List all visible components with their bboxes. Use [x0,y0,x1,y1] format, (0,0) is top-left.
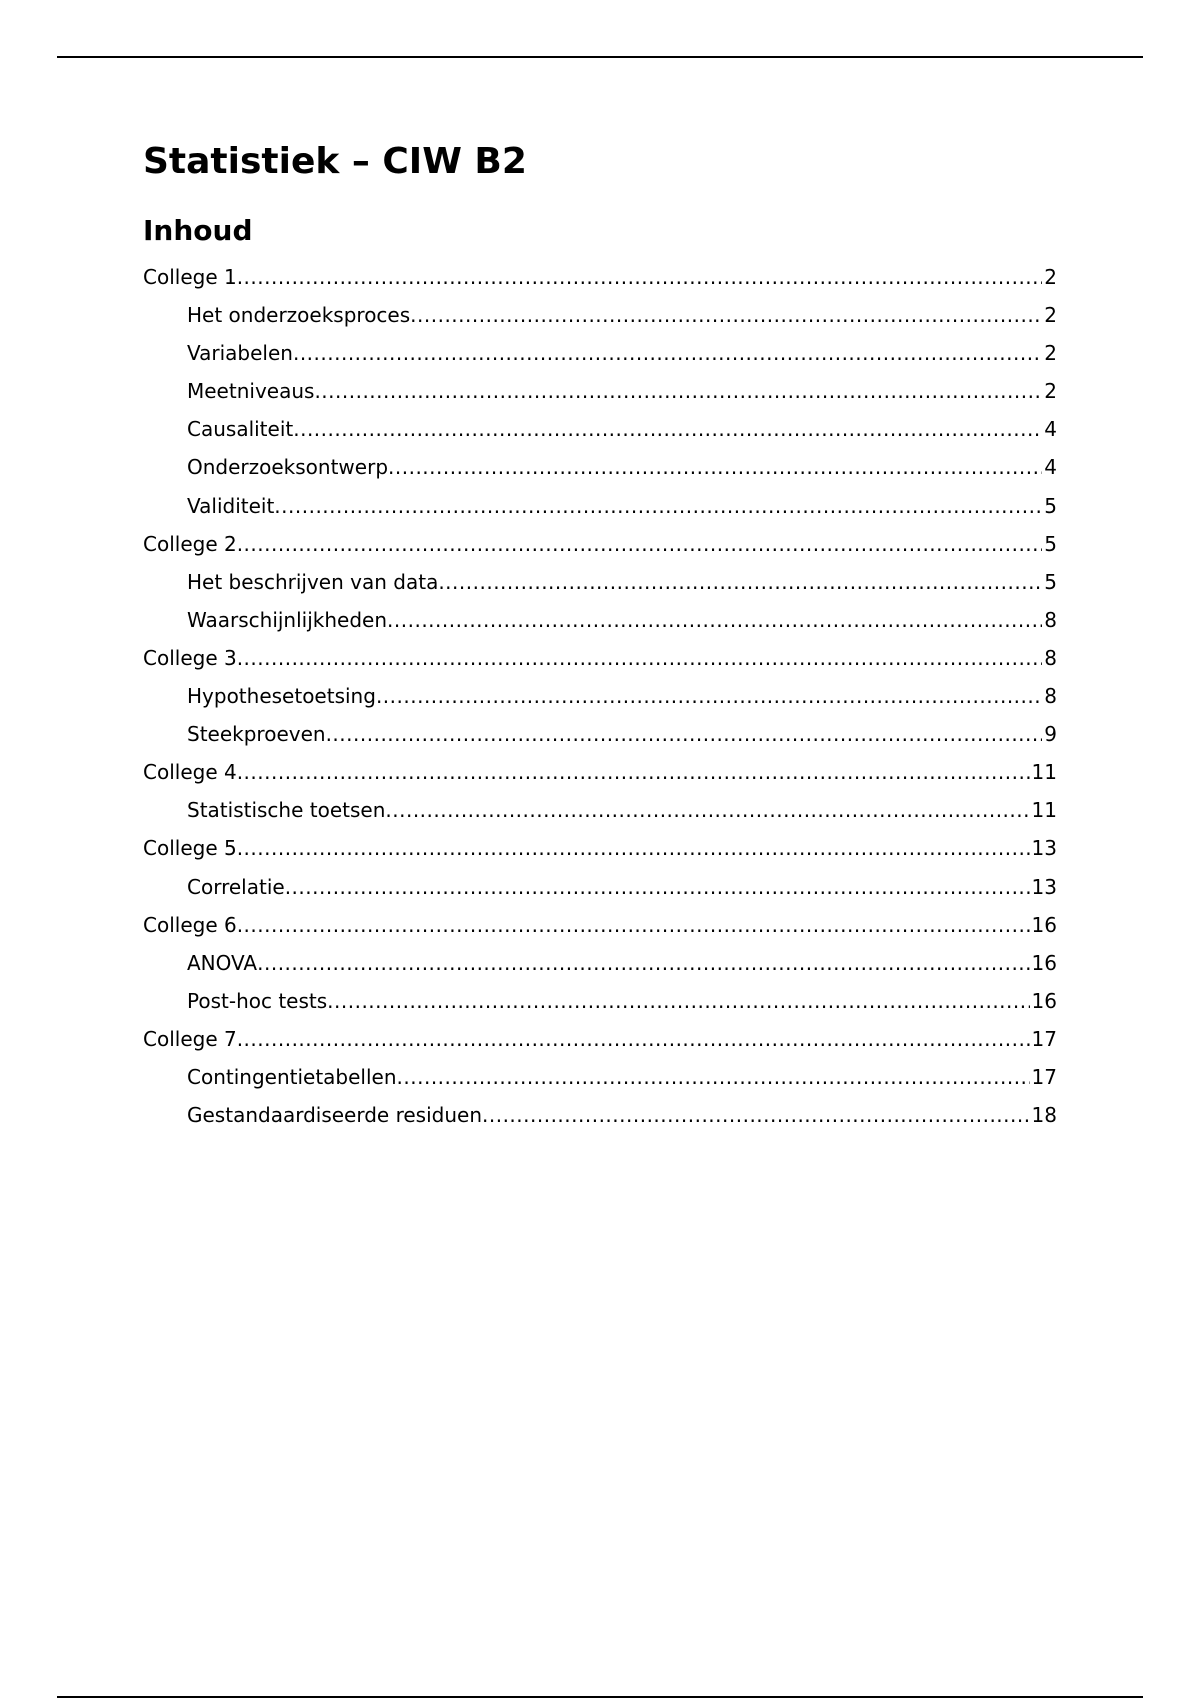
toc-entry-label: Statistische toetsen [187,798,386,823]
toc-entry-page-number: 2 [1044,379,1057,404]
toc-entry-label: Gestandaardiseerde residuen [187,1103,482,1128]
toc-dot-leader [257,944,1029,982]
toc-entry-label: Onderzoeksontwerp [187,455,389,480]
toc-entry-section[interactable] [143,944,1057,982]
toc-entry-page-number: 18 [1031,1103,1057,1128]
footer-rule [57,1696,1143,1698]
toc-dot-leader [237,906,1030,944]
toc-dot-leader [237,525,1043,563]
toc-entry-page-number: 16 [1031,912,1057,937]
toc-dot-leader [237,753,1030,791]
toc-entry-label: College 7 [143,1026,237,1051]
toc-entry-page-number: 2 [1044,341,1057,366]
toc-dot-leader [237,829,1030,867]
toc-dot-leader [274,487,1042,525]
toc-entry-page-number: 11 [1031,798,1057,823]
toc-dot-leader [293,410,1042,448]
toc-dot-leader [387,601,1042,639]
toc-dot-leader [410,296,1042,334]
table-of-contents [143,258,1057,1134]
toc-entry-section[interactable] [143,1096,1057,1134]
toc-dot-leader [438,563,1042,601]
toc-dot-leader [327,982,1029,1020]
toc-entry-label: Hypothesetoetsing [187,684,376,709]
toc-dot-leader [237,1020,1030,1058]
toc-entry-page-number: 17 [1031,1064,1057,1089]
toc-entry-page-number: 9 [1044,722,1057,747]
toc-entry-chapter[interactable] [143,906,1057,944]
toc-entry-label: Correlatie [187,874,285,899]
toc-entry-page-number: 8 [1044,645,1057,670]
toc-entry-label: Validiteit [187,493,275,518]
toc-entry-section[interactable] [143,334,1057,372]
toc-entry-label: College 3 [143,645,237,670]
document-title: Statistiek – CIW B2 [143,141,527,182]
toc-dot-leader [376,677,1042,715]
toc-entry-section[interactable] [143,791,1057,829]
toc-entry-page-number: 8 [1044,607,1057,632]
toc-entry-page-number: 4 [1044,417,1057,442]
toc-entry-section[interactable] [143,487,1057,525]
toc-entry-chapter[interactable] [143,1020,1057,1058]
toc-dot-leader [237,639,1043,677]
header-rule [57,56,1143,58]
toc-entry-label: Waarschijnlijkheden [187,607,388,632]
toc-entry-chapter[interactable] [143,753,1057,791]
toc-entry-section[interactable] [143,715,1057,753]
toc-entry-chapter[interactable] [143,829,1057,867]
toc-entry-page-number: 2 [1044,265,1057,289]
toc-entry-page-number: 13 [1031,836,1057,861]
toc-entry-page-number: 13 [1031,874,1057,899]
toc-entry-label: Variabelen [187,341,293,366]
toc-entry-label: Het onderzoeksproces [187,303,411,328]
toc-entry-label: Causaliteit [187,417,294,442]
toc-dot-leader [482,1096,1030,1134]
toc-entry-label: ANOVA [187,950,258,975]
toc-entry-chapter[interactable] [143,258,1057,296]
toc-entry-section[interactable] [143,601,1057,639]
toc-entry-section[interactable] [143,677,1057,715]
toc-entry-label: Post-hoc tests [187,988,328,1013]
toc-entry-page-number: 11 [1031,760,1057,785]
toc-entry-chapter[interactable] [143,525,1057,563]
toc-dot-leader [388,448,1042,486]
toc-entry-section[interactable] [143,448,1057,486]
toc-entry-section[interactable] [143,296,1057,334]
toc-entry-page-number: 8 [1044,684,1057,709]
toc-entry-section[interactable] [143,410,1057,448]
toc-entry-label: College 2 [143,531,237,556]
toc-entry-page-number: 2 [1044,303,1057,328]
toc-entry-chapter[interactable] [143,639,1057,677]
toc-entry-page-number: 16 [1031,950,1057,975]
toc-entry-page-number: 4 [1044,455,1057,480]
toc-entry-section[interactable] [143,372,1057,410]
toc-entry-label: College 4 [143,760,237,785]
toc-entry-page-number: 5 [1044,531,1057,556]
toc-dot-leader [314,372,1042,410]
toc-entry-label: Contingentietabellen [187,1064,397,1089]
toc-entry-label: College 5 [143,836,237,861]
toc-entry-page-number: 5 [1044,493,1057,518]
toc-entry-section[interactable] [143,563,1057,601]
toc-entry-section[interactable] [143,1058,1057,1096]
toc-dot-leader [385,791,1029,829]
toc-dot-leader [326,715,1043,753]
toc-entry-section[interactable] [143,868,1057,906]
toc-entry-label: College 1 [143,265,237,289]
toc-dot-leader [293,334,1042,372]
toc-entry-page-number: 5 [1044,569,1057,594]
toc-entry-page-number: 17 [1031,1026,1057,1051]
toc-entry-page-number: 16 [1031,988,1057,1013]
toc-entry-section[interactable] [143,982,1057,1020]
toc-dot-leader [237,258,1043,296]
toc-entry-label: Meetniveaus [187,379,315,404]
toc-entry-label: Het beschrijven van data [187,569,439,594]
toc-dot-leader [397,1058,1030,1096]
toc-dot-leader [285,868,1030,906]
toc-entry-label: College 6 [143,912,237,937]
toc-entry-label: Steekproeven [187,722,326,747]
toc-heading: Inhoud [143,214,253,247]
